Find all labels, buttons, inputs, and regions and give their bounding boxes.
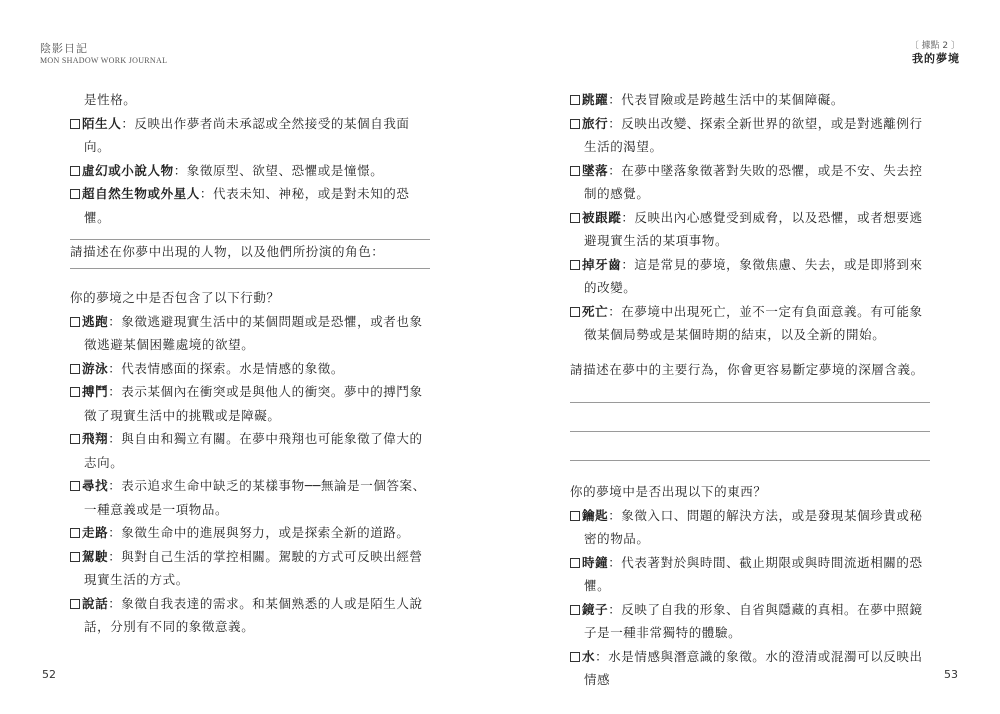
checklist-item[interactable]: 說話：象徵自我表達的需求。和某個熟悉的人或是陌生人說話，分別有不同的象徵意義。	[70, 592, 435, 639]
checkbox-icon[interactable]	[570, 213, 580, 223]
checklist-item[interactable]: 駕駛：與對自己生活的掌控相關。駕駛的方式可反映出經營現實生活的方式。	[70, 545, 435, 592]
actions-prompt: 請描述在夢中的主要行為，你會更容易斷定夢境的深層含義。	[570, 361, 924, 377]
checklist-item[interactable]: 尋找：表示追求生命中缺乏的某樣事物──無論是一個答案、一種意義或是一項物品。	[70, 474, 435, 521]
writing-line[interactable]	[570, 460, 930, 461]
checkbox-icon[interactable]	[570, 307, 580, 317]
writing-line[interactable]	[70, 268, 430, 269]
writing-line[interactable]	[570, 402, 930, 403]
checklist-item[interactable]: 跳躍：代表冒險或是跨越生活中的某個障礙。	[570, 88, 935, 112]
checkbox-icon[interactable]	[70, 552, 80, 562]
checklist-item[interactable]: 逃跑：象徵逃避現實生活中的某個問題或是恐懼，或者也象徵逃避某個困難處境的欲望。	[70, 310, 435, 357]
checklist-item[interactable]: 水：水是情感與潛意識的象徵。水的澄清或混濁可以反映出情感	[570, 645, 935, 692]
checkbox-icon[interactable]	[70, 317, 80, 327]
page-number-right: 53	[944, 668, 958, 681]
checkbox-icon[interactable]	[570, 558, 580, 568]
section-label: 〔 據點 2 〕	[909, 41, 960, 51]
checklist-item[interactable]: 鏡子：反映了自我的形象、自省與隱藏的真相。在夢中照鏡子是一種非常獨特的體驗。	[570, 598, 935, 645]
running-head-right	[910, 40, 960, 66]
continuation-text: 是性格。	[84, 92, 137, 107]
checklist-item[interactable]: 游泳：代表情感面的探索。水是情感的象徵。	[70, 357, 435, 381]
checkbox-icon[interactable]	[570, 95, 580, 105]
characters-writing-area[interactable]	[70, 239, 430, 269]
left-content	[70, 88, 435, 264]
checkbox-icon[interactable]	[570, 511, 580, 521]
checklist-item[interactable]: 虛幻或小說人物：象徵原型、欲望、恐懼或是憧憬。	[70, 159, 435, 183]
checklist-item[interactable]: 旅行：反映出改變、探索全新世界的欲望，或是對逃離例行生活的渴望。	[570, 112, 935, 159]
checklist-item[interactable]: 掉牙齒：這是常見的夢境，象徵焦慮、失去，或是即將到來的改變。	[570, 253, 935, 300]
page-number-left: 52	[42, 668, 56, 681]
right-page	[500, 0, 1000, 714]
book-title-zh: 陰影日記	[40, 42, 88, 55]
checkbox-icon[interactable]	[70, 528, 80, 538]
actions-question: 你的夢境之中是否包含了以下行動？	[70, 290, 280, 305]
checklist-item[interactable]: 走路：象徵生命中的進展與努力，或是探索全新的道路。	[70, 521, 435, 545]
characters-prompt: 請描述在你夢中出現的人物，以及他們所扮演的角色：	[70, 244, 385, 259]
checkbox-icon[interactable]	[70, 189, 80, 199]
checkbox-icon[interactable]	[70, 434, 80, 444]
checklist-item[interactable]: 被跟蹤：反映出內心感覺受到威脅，以及恐懼，或者想要逃避現實生活的某項事物。	[570, 206, 935, 253]
book-title-en: MON SHADOW WORK JOURNAL	[40, 56, 168, 65]
chapter-title: 我的夢境	[912, 52, 960, 65]
checkbox-icon[interactable]	[70, 364, 80, 374]
checklist-item[interactable]: 飛翔：與自由和獨立有關。在夢中飛翔也可能象徵了偉大的志向。	[70, 427, 435, 474]
running-head-left	[40, 42, 167, 66]
checklist-item[interactable]: 墜落：在夢中墜落象徵著對失敗的恐懼，或是不安、失去控制的感覺。	[570, 159, 935, 206]
checklist-item[interactable]: 鑰匙：象徵入口、問題的解決方法，或是發現某個珍貴或秘密的物品。	[570, 504, 935, 551]
left-actions-content	[70, 286, 435, 639]
right-objects-content	[570, 480, 935, 692]
writing-line[interactable]	[70, 239, 430, 240]
checklist-item[interactable]: 死亡：在夢境中出現死亡，並不一定有負面意義。有可能象徵某個局勢或是某個時期的結束，以及全新的開始。	[570, 300, 935, 347]
right-actions-content	[570, 88, 935, 381]
checkbox-icon[interactable]	[70, 166, 80, 176]
checkbox-icon[interactable]	[570, 652, 580, 662]
checkbox-icon[interactable]	[70, 387, 80, 397]
checkbox-icon[interactable]	[570, 260, 580, 270]
checkbox-icon[interactable]	[70, 481, 80, 491]
checklist-item[interactable]: 陌生人：反映出作夢者尚未承認或全然接受的某個自我面向。	[70, 112, 435, 159]
checklist-item[interactable]: 時鐘：代表著對於與時間、截止期限或與時間流逝相關的恐懼。	[570, 551, 935, 598]
checklist-item[interactable]: 超自然生物或外星人：代表未知、神秘，或是對未知的恐懼。	[70, 182, 435, 229]
checkbox-icon[interactable]	[570, 166, 580, 176]
checkbox-icon[interactable]	[570, 605, 580, 615]
actions-writing-area[interactable]	[570, 402, 930, 461]
checkbox-icon[interactable]	[70, 119, 80, 129]
objects-question: 你的夢境中是否出現以下的東西？	[570, 484, 767, 499]
checklist-item[interactable]: 搏鬥：表示某個內在衝突或是與他人的衝突。夢中的搏鬥象徵了現實生活中的挑戰或是障礙。	[70, 380, 435, 427]
writing-line[interactable]	[570, 431, 930, 432]
checkbox-icon[interactable]	[70, 599, 80, 609]
checkbox-icon[interactable]	[570, 119, 580, 129]
